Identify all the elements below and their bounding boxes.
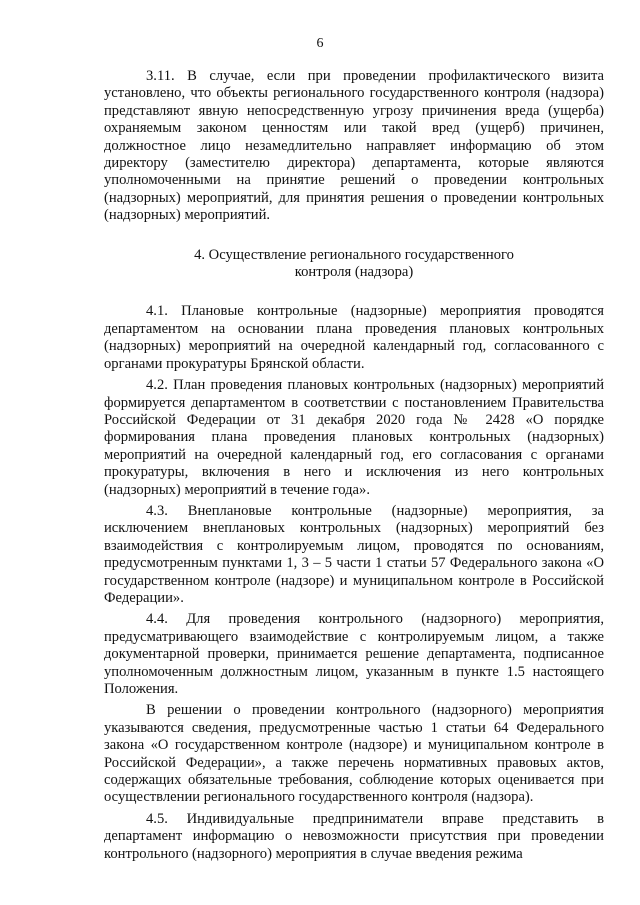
paragraph-4-4-decision: В решении о проведении контрольного (надзорного) мероприятия указываются сведения, предусмотренные частью 1 статьи 64 Федерального закона «О государственном контроле (надзоре) и муниципальном контроле в Российской Федерации», а также перечень нормативных правовых актов, содержащих обязательные требования, соблюдение которых оценивается при осуществлении регионального государственного контроля (надзора). (104, 702, 604, 806)
document-body (104, 68, 604, 867)
section-heading-line-2: контроля (надзора) (294, 264, 414, 281)
paragraph-4-4: 4.4. Для проведения контрольного (надзорного) мероприятия, предусматривающего взаимодействие с контролируемым лицом, а также документарной проверки, принимается решение департамента, подписанное уполномоченным должностным лицом, указанным в пункте 1.5 настоящего Положения. (104, 611, 604, 697)
page-number: 6 (316, 36, 324, 51)
paragraph-4-1: 4.1. Плановые контрольные (надзорные) мероприятия проводятся департаментом на основании плана проведения плановых контрольных (надзорных) мероприятий на очередной календарный год, согласованного с органами прокуратуры Брянской области. (104, 303, 604, 372)
paragraph-4-5: 4.5. Индивидуальные предприниматели вправе представить в департамент информацию о невозможности присутствия при проведении контрольного (надзорного) мероприятия в случае введения режима (104, 810, 604, 862)
paragraph-4-3: 4.3. Внеплановые контрольные (надзорные) мероприятия, за исключением внеплановых контрольных (надзорных) мероприятий без взаимодействия с контролируемым лицом, проводятся по основаниям, предусмотренным пунктами 1, 3 – 5 части 1 статьи 57 Федерального закона «О государственном контроле (надзоре) и муниципальном контроле в Российской Федерации». (104, 502, 604, 606)
paragraph-4-2: 4.2. План проведения плановых контрольных (надзорных) мероприятий формируется департаментом в соответствии с постановлением Правительства Российской Федерации от 31 декабря 2020 года № 2428 «О порядке формирования плана проведения плановых контрольных (надзорных) мероприятий на очередной календарный год, его согласования с органами прокуратуры, включения в него и исключения из него контрольных (надзорных) мероприятий в течение года». (104, 377, 604, 498)
section-heading-line-1: 4. Осуществление регионального государственного (194, 246, 514, 263)
section-heading (104, 247, 604, 282)
paragraph-3-11: 3.11. В случае, если при проведении профилактического визита установлено, что объекты регионального государственного контроля (надзора) представляют явную непосредственную угрозу причинения вреда (ущерба) охраняемым законом ценностям или такой вред (ущерб) причинен, должностное лицо незамедлительно направляет информацию об этом директору (заместителю директора) департамента, которые являются уполномоченными на принятие решений о проведении контрольных (надзорных) мероприятий, для принятия решения о проведении контрольных (надзорных) мероприятий. (104, 68, 604, 224)
